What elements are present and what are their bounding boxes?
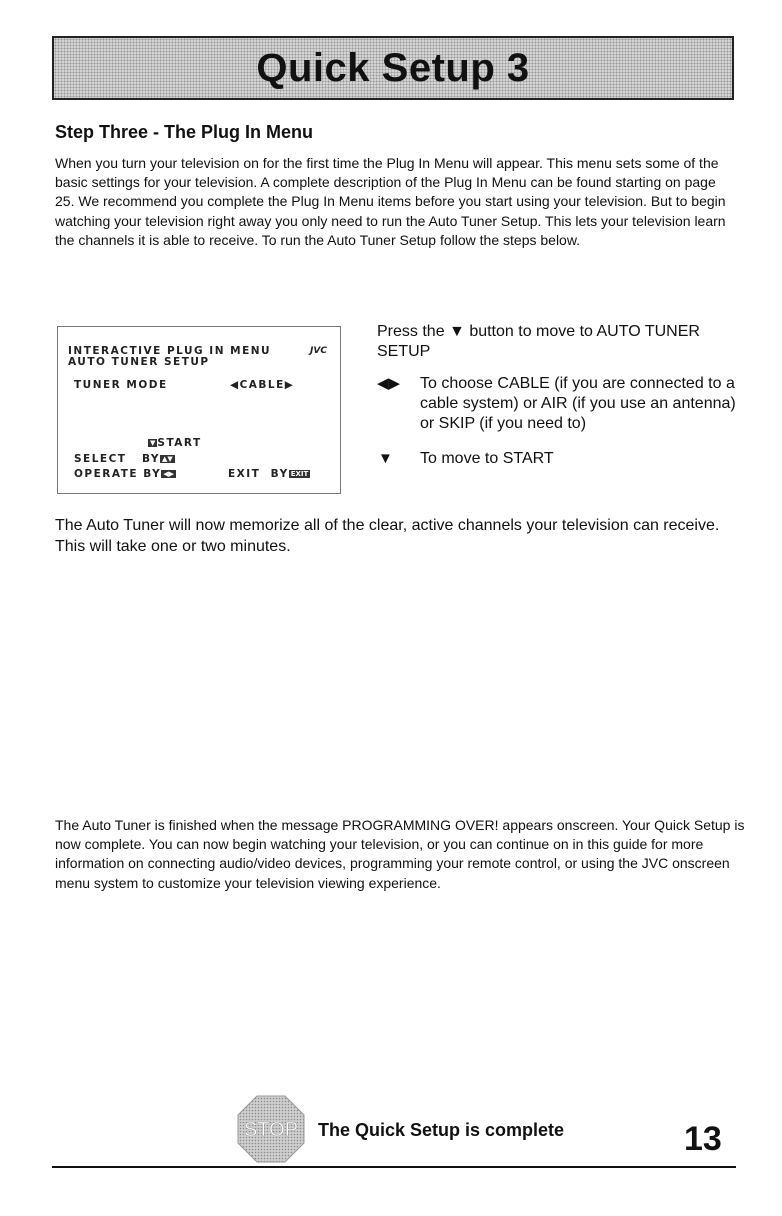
instruction-step-1: Press the ▼ button to move to AUTO TUNER SETUP	[377, 323, 700, 360]
stop-label: STOP	[243, 1119, 299, 1141]
page-title: Quick Setup 3	[256, 45, 530, 90]
down-arrow-icon: ▼	[378, 450, 393, 467]
complete-paragraph: The Auto Tuner is finished when the message PROGRAMMING OVER! appears onscreen. Your Quick Setup is now complete. You can now begin watching your television, or you can continue on in this guide for more information on connecting audio/video devices, programming your remote control, or using the JVC onscreen menu system to customize your television viewing experience.	[55, 817, 745, 891]
osd-start: ▼ START	[150, 437, 202, 449]
instruction-step-2: To choose CABLE (if you are connected to a cable system) or AIR (if you use an antenna) or SKIP (if you need to)	[420, 375, 736, 432]
page-number: 13	[684, 1120, 722, 1158]
osd-down-key-icon: ▼	[150, 439, 156, 447]
osd-submenu-title: AUTO TUNER SETUP	[68, 356, 210, 368]
jvc-logo: JVC	[310, 346, 327, 356]
osd-exit-key-icon: EXIT	[290, 470, 309, 478]
memorize-paragraph: The Auto Tuner will now memorize all of the clear, active channels your television can receive. This will take one or two minutes.	[55, 517, 720, 555]
left-right-arrow-icon: ◀▶	[377, 375, 401, 392]
osd-up-down-key-icon: ▲▼	[161, 455, 173, 463]
osd-exit-row: EXIT BY EXIT	[228, 468, 309, 480]
osd-tuner-mode-value: ◀CABLE▶	[230, 379, 295, 391]
title-banner	[52, 36, 734, 100]
osd-right-arrow-icon: ▶	[284, 379, 295, 391]
intro-paragraph: When you turn your television on for the first time the Plug In Menu will appear. This menu sets some of the basic settings for your television. A complete description of the Plug In Menu can be found starting on page 25. We recommend you complete the Plug In Menu items before you start using your television. But to begin watching your television right away you only need to run the Auto Tuner Setup. This lets your television learn the channels it is able to receive. To run the Auto Tuner Setup follow the steps below.	[55, 155, 726, 248]
osd-left-right-key-icon: ◀▶	[163, 470, 175, 478]
stop-sign-icon	[236, 1094, 306, 1164]
osd-menu-title: INTERACTIVE PLUG IN MENU	[68, 345, 272, 357]
osd-select-row: SELECT BY ▲▼	[74, 453, 173, 465]
section-heading: Step Three - The Plug In Menu	[55, 122, 314, 142]
footer-message: The Quick Setup is complete	[318, 1120, 565, 1140]
osd-tuner-mode-label: TUNER MODE	[74, 379, 168, 391]
onscreen-menu-illustration	[57, 326, 341, 494]
footer-divider	[52, 1166, 736, 1168]
osd-operate-row: OPERATE BY ◀▶	[74, 468, 175, 480]
osd-left-arrow-icon: ◀	[230, 379, 240, 391]
instruction-step-3: To move to START	[420, 450, 554, 467]
